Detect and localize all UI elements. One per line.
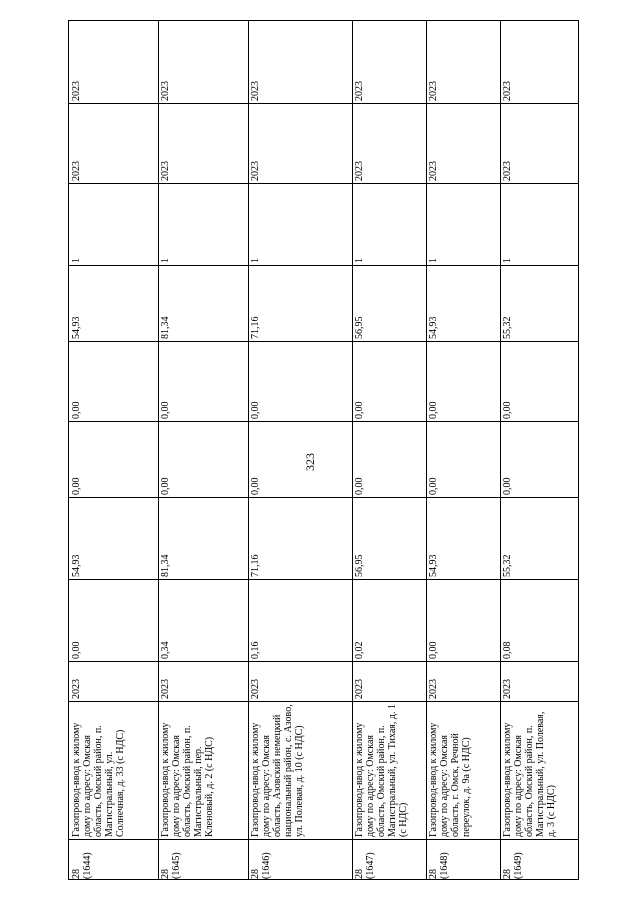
cell-text: 0,00 bbox=[354, 477, 365, 495]
cell-name bbox=[502, 703, 578, 837]
cell-text: 1 bbox=[71, 258, 82, 263]
cell-text: 81,34 bbox=[160, 316, 171, 339]
row-divider bbox=[426, 21, 427, 879]
cell-c4 bbox=[428, 581, 498, 659]
cell-c9 bbox=[160, 185, 246, 263]
cell-c8 bbox=[160, 267, 246, 339]
cell-c5 bbox=[428, 499, 498, 577]
cell-text: 1 bbox=[354, 258, 365, 263]
cell-text: 55,32 bbox=[502, 316, 513, 339]
cell-text: 2023 bbox=[428, 679, 439, 699]
cell-text: 28 (1647) bbox=[354, 852, 376, 879]
cell-c11 bbox=[250, 23, 350, 101]
cell-text: 2023 bbox=[428, 81, 439, 101]
cell-text: 2023 bbox=[71, 161, 82, 181]
cell-text: Газопровод-ввод к жилому дому по адресу: Омская область, Омский район, п. Магистральный, ул. Солнечная, д. 33 (с НДС) bbox=[71, 722, 126, 837]
column-divider bbox=[69, 341, 578, 342]
cell-c8 bbox=[354, 267, 424, 339]
cell-c6 bbox=[160, 423, 246, 495]
cell-c7 bbox=[502, 343, 578, 419]
cell-id bbox=[502, 841, 578, 879]
cell-c11 bbox=[160, 23, 246, 101]
cell-text: 2023 bbox=[250, 161, 261, 181]
cell-text: 2023 bbox=[428, 161, 439, 181]
cell-c5 bbox=[502, 499, 578, 577]
cell-text: 2023 bbox=[502, 81, 513, 101]
row-divider bbox=[158, 21, 159, 879]
cell-text: 71,16 bbox=[250, 554, 261, 577]
cell-c10 bbox=[502, 105, 578, 181]
cell-c5 bbox=[354, 499, 424, 577]
cell-text: 56,95 bbox=[354, 554, 365, 577]
cell-c5 bbox=[71, 499, 156, 577]
cell-c11 bbox=[502, 23, 578, 101]
cell-c9 bbox=[71, 185, 156, 263]
cell-c7 bbox=[428, 343, 498, 419]
cell-text: 0,08 bbox=[502, 641, 513, 659]
cell-text: 2023 bbox=[160, 679, 171, 699]
cell-text: 2023 bbox=[354, 679, 365, 699]
cell-c11 bbox=[428, 23, 498, 101]
cell-c6 bbox=[354, 423, 424, 495]
column-divider bbox=[69, 661, 578, 662]
cell-text: 2023 bbox=[250, 679, 261, 699]
cell-id bbox=[160, 841, 246, 879]
cell-text: 54,93 bbox=[428, 316, 439, 339]
data-table bbox=[68, 20, 579, 880]
cell-c8 bbox=[250, 267, 350, 339]
cell-text: 2023 bbox=[160, 81, 171, 101]
column-divider bbox=[69, 497, 578, 498]
cell-c5 bbox=[250, 499, 350, 577]
cell-text: 1 bbox=[502, 258, 513, 263]
cell-c3 bbox=[160, 663, 246, 699]
cell-c4 bbox=[502, 581, 578, 659]
cell-text: 2023 bbox=[71, 81, 82, 101]
cell-text: Газопровод-ввод к жилому дому по адресу: Омская область, Азовский немецкий национальный район, с. Азово, ул. Полевая, д. 10 (с НДС) bbox=[250, 704, 305, 837]
cell-text: 2023 bbox=[71, 679, 82, 699]
cell-text: 28 (1644) bbox=[71, 852, 93, 879]
cell-text: 0,00 bbox=[71, 641, 82, 659]
cell-text: 28 (1649) bbox=[502, 852, 524, 879]
cell-name bbox=[160, 703, 246, 837]
cell-c7 bbox=[71, 343, 156, 419]
column-divider bbox=[69, 701, 578, 702]
cell-c8 bbox=[71, 267, 156, 339]
cell-c10 bbox=[250, 105, 350, 181]
cell-text: 1 bbox=[428, 258, 439, 263]
cell-text: 28 (1645) bbox=[160, 852, 182, 879]
column-divider bbox=[69, 265, 578, 266]
column-divider bbox=[69, 183, 578, 184]
cell-c6 bbox=[428, 423, 498, 495]
cell-c10 bbox=[71, 105, 156, 181]
cell-text: 0,00 bbox=[502, 477, 513, 495]
cell-text: 0,00 bbox=[250, 401, 261, 419]
cell-c4 bbox=[160, 581, 246, 659]
cell-c3 bbox=[502, 663, 578, 699]
cell-c11 bbox=[354, 23, 424, 101]
cell-name bbox=[428, 703, 498, 837]
cell-c6 bbox=[71, 423, 156, 495]
cell-text: 28 (1646) bbox=[250, 852, 272, 879]
cell-text: 0,00 bbox=[428, 477, 439, 495]
cell-text: 0,00 bbox=[160, 477, 171, 495]
cell-c7 bbox=[354, 343, 424, 419]
cell-c9 bbox=[428, 185, 498, 263]
cell-text: 2023 bbox=[160, 161, 171, 181]
cell-text: 0,02 bbox=[354, 641, 365, 659]
cell-text: 81,34 bbox=[160, 554, 171, 577]
cell-text: 54,93 bbox=[71, 554, 82, 577]
cell-id bbox=[354, 841, 424, 879]
cell-name bbox=[354, 703, 424, 837]
cell-text: 0,00 bbox=[428, 641, 439, 659]
cell-text: 2023 bbox=[502, 679, 513, 699]
column-divider bbox=[69, 839, 578, 840]
cell-text: 54,93 bbox=[71, 316, 82, 339]
cell-c11 bbox=[71, 23, 156, 101]
column-divider bbox=[69, 103, 578, 104]
cell-id bbox=[71, 841, 156, 879]
cell-c5 bbox=[160, 499, 246, 577]
cell-c3 bbox=[354, 663, 424, 699]
cell-c7 bbox=[250, 343, 350, 419]
row-divider bbox=[248, 21, 249, 879]
cell-c4 bbox=[354, 581, 424, 659]
column-divider bbox=[69, 579, 578, 580]
cell-c3 bbox=[71, 663, 156, 699]
cell-id bbox=[250, 841, 350, 879]
cell-text: 1 bbox=[160, 258, 171, 263]
cell-text: 1 bbox=[250, 258, 261, 263]
cell-c3 bbox=[250, 663, 350, 699]
cell-c6 bbox=[250, 423, 350, 495]
cell-text: 2023 bbox=[502, 161, 513, 181]
cell-text: 2023 bbox=[354, 81, 365, 101]
cell-c9 bbox=[502, 185, 578, 263]
cell-text: Газопровод-ввод к жилому дому по адресу: Омская область, Омский район, п. Магистральный, ул. Тихая, д. 1 (с НДС) bbox=[354, 704, 409, 837]
cell-c4 bbox=[250, 581, 350, 659]
cell-text: 0,00 bbox=[71, 477, 82, 495]
cell-text: 71,16 bbox=[250, 316, 261, 339]
cell-text: Газопровод-ввод к жилому дому по адресу: Омская область, Омский район, п. Магистральный, ул. Полевая, д. 3 (с НДС) bbox=[502, 711, 557, 837]
cell-text: 2023 bbox=[250, 81, 261, 101]
cell-text: 0,00 bbox=[160, 401, 171, 419]
cell-c10 bbox=[354, 105, 424, 181]
cell-text: 54,93 bbox=[428, 554, 439, 577]
cell-c8 bbox=[428, 267, 498, 339]
cell-text: 0,00 bbox=[71, 401, 82, 419]
cell-text: 0,00 bbox=[354, 401, 365, 419]
cell-c10 bbox=[160, 105, 246, 181]
cell-text: 0,16 bbox=[250, 641, 261, 659]
cell-c3 bbox=[428, 663, 498, 699]
cell-c6 bbox=[502, 423, 578, 495]
cell-c7 bbox=[160, 343, 246, 419]
cell-c10 bbox=[428, 105, 498, 181]
cell-text: Газопровод-ввод к жилому дому по адресу: Омская область, Омский район, п. Магистральный, пер. Кленовый, д. 2 (с НДС) bbox=[160, 722, 215, 837]
cell-text: 28 (1648) bbox=[428, 852, 450, 879]
page-number: 323 bbox=[302, 453, 317, 471]
cell-c9 bbox=[250, 185, 350, 263]
cell-id bbox=[428, 841, 498, 879]
cell-text: 0,00 bbox=[502, 401, 513, 419]
cell-name bbox=[71, 703, 156, 837]
cell-text: 2023 bbox=[354, 161, 365, 181]
cell-text: 0,34 bbox=[160, 641, 171, 659]
cell-text: 0,00 bbox=[250, 477, 261, 495]
cell-text: 56,95 bbox=[354, 316, 365, 339]
cell-text: 55,32 bbox=[502, 554, 513, 577]
cell-c4 bbox=[71, 581, 156, 659]
cell-text: Газопровод-ввод к жилому дому по адресу: Омская область, г. Омск, Речной переулок, д. 9а (с НДС) bbox=[428, 722, 472, 837]
column-divider bbox=[69, 421, 578, 422]
cell-c8 bbox=[502, 267, 578, 339]
cell-text: 0,00 bbox=[428, 401, 439, 419]
row-divider bbox=[500, 21, 501, 879]
cell-c9 bbox=[354, 185, 424, 263]
cell-name bbox=[250, 703, 350, 837]
row-divider bbox=[352, 21, 353, 879]
